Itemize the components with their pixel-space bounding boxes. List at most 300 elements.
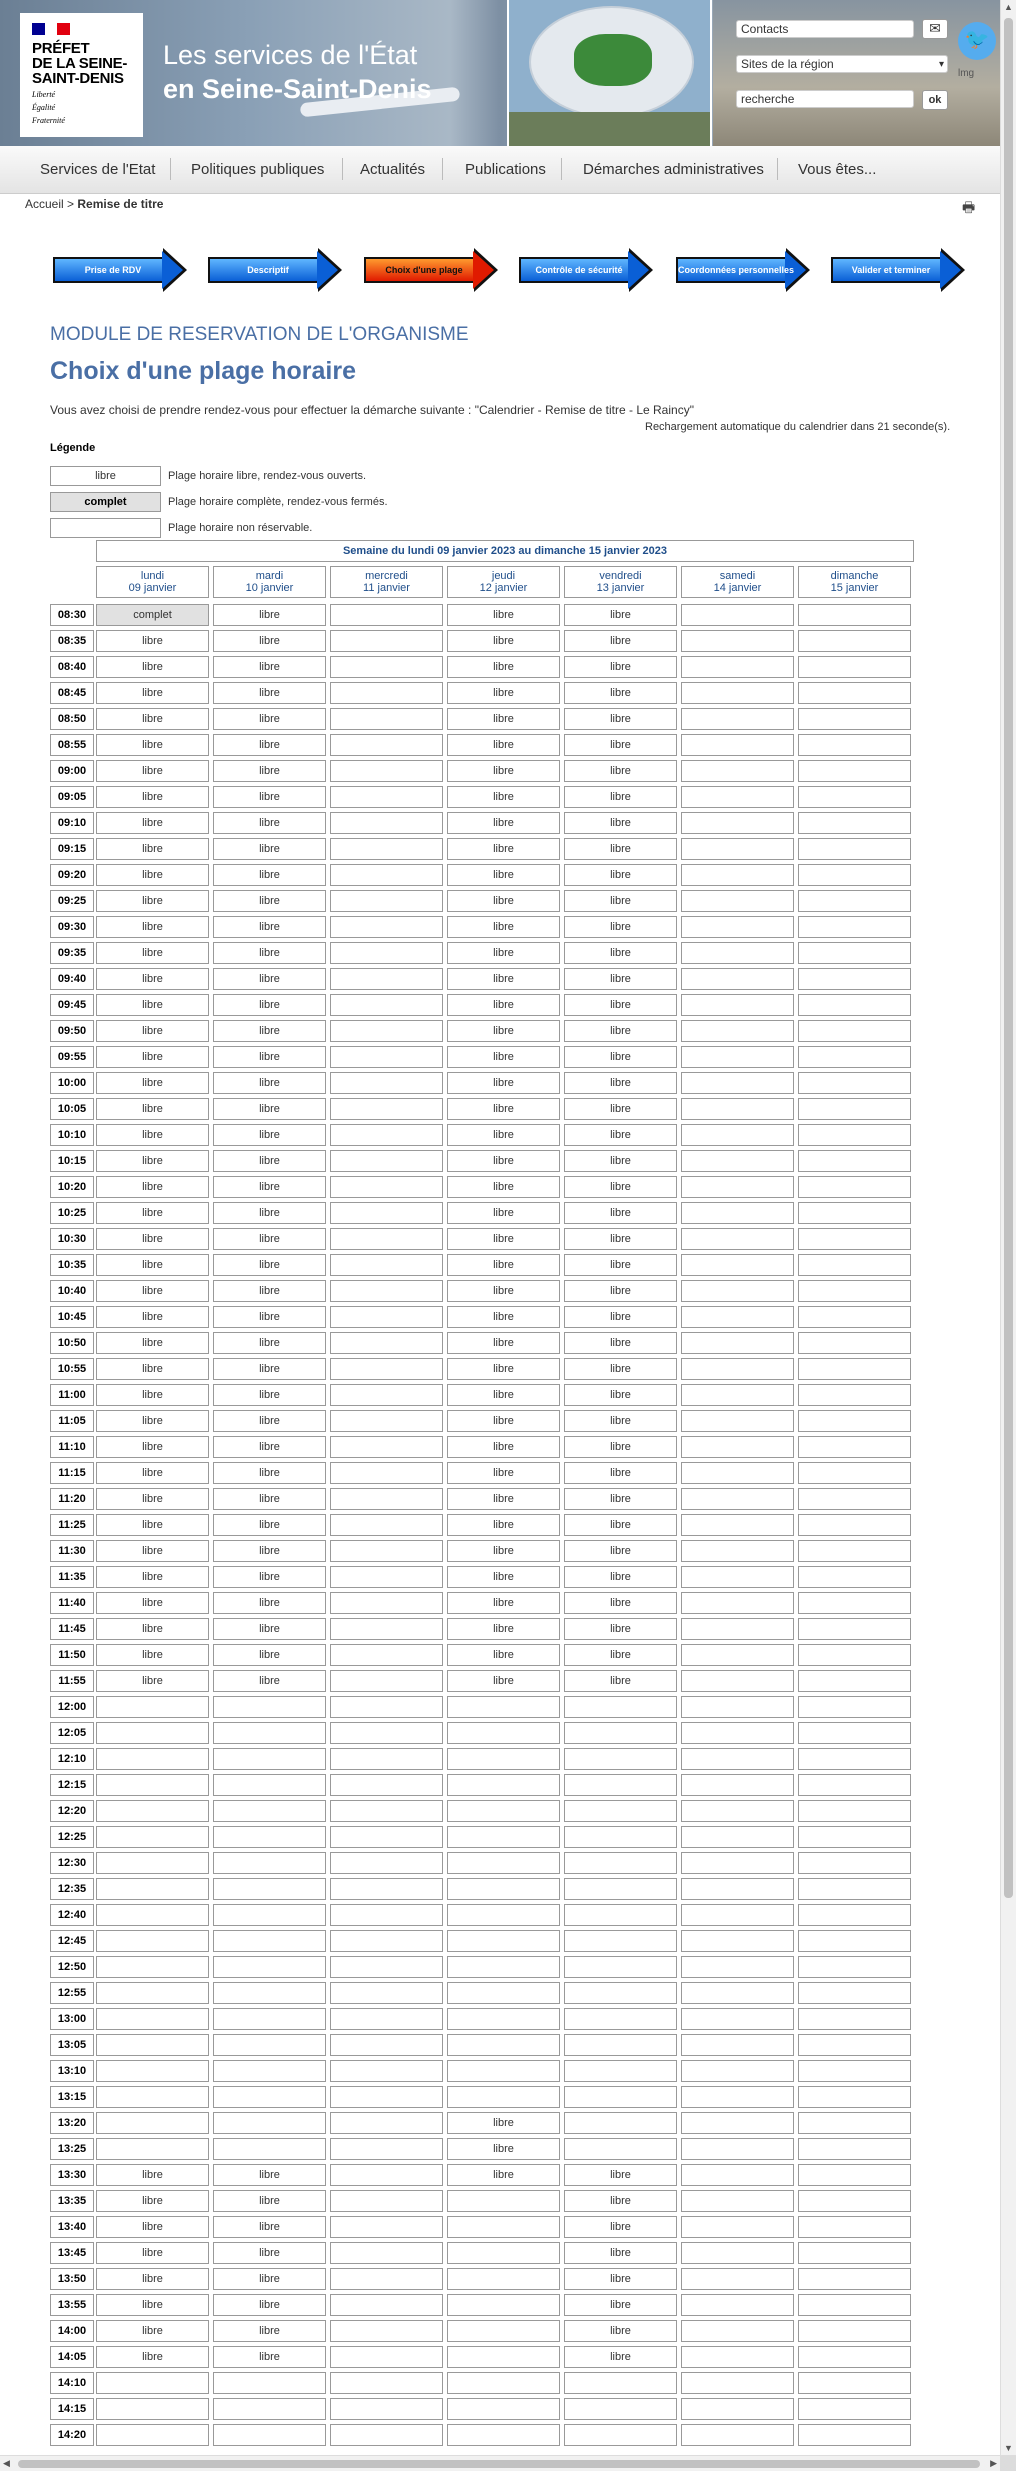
slot-libre[interactable]: libre bbox=[213, 708, 326, 730]
slot-libre[interactable]: libre bbox=[213, 1566, 326, 1588]
search-ok-button[interactable]: ok bbox=[922, 90, 948, 110]
slot-libre[interactable]: libre bbox=[447, 812, 560, 834]
slot-non-reservable bbox=[681, 1514, 794, 1536]
slot-libre[interactable]: libre bbox=[447, 1124, 560, 1146]
slot-libre[interactable]: libre bbox=[564, 604, 677, 626]
slot-libre[interactable]: libre bbox=[96, 1124, 209, 1146]
search-input[interactable]: recherche bbox=[736, 90, 914, 108]
slot-libre[interactable]: libre bbox=[447, 1514, 560, 1536]
slot-non-reservable bbox=[798, 2190, 911, 2212]
slot-libre[interactable]: libre bbox=[96, 1644, 209, 1666]
week-header[interactable]: Semaine du lundi 09 janvier 2023 au dimanche 15 janvier 2023 bbox=[96, 540, 914, 562]
slot-libre[interactable]: libre bbox=[213, 1332, 326, 1354]
slot-libre[interactable]: libre bbox=[447, 1280, 560, 1302]
slot-libre[interactable]: libre bbox=[96, 1618, 209, 1640]
slot-libre[interactable]: libre bbox=[213, 968, 326, 990]
slot-non-reservable bbox=[681, 1098, 794, 1120]
slot-libre[interactable]: libre bbox=[213, 2294, 326, 2316]
mail-icon[interactable]: ✉ bbox=[922, 19, 948, 39]
slot-libre[interactable]: libre bbox=[213, 1644, 326, 1666]
slot-libre[interactable]: libre bbox=[447, 604, 560, 626]
slot-libre[interactable]: libre bbox=[447, 1098, 560, 1120]
slot-libre[interactable]: libre bbox=[213, 2216, 326, 2238]
day-name: dimanche bbox=[830, 570, 879, 582]
slot-libre[interactable]: libre bbox=[213, 1072, 326, 1094]
slot-libre[interactable]: libre bbox=[564, 1202, 677, 1224]
time-label: 10:40 bbox=[50, 1280, 94, 1302]
slot-libre[interactable]: libre bbox=[96, 734, 209, 756]
time-label: 09:20 bbox=[50, 864, 94, 886]
scroll-right-icon[interactable]: ▶ bbox=[990, 2458, 997, 2468]
slot-libre[interactable]: libre bbox=[213, 1488, 326, 1510]
slot-libre[interactable]: libre bbox=[564, 1670, 677, 1692]
slot-libre[interactable]: libre bbox=[447, 1592, 560, 1614]
slot-non-reservable bbox=[213, 2424, 326, 2446]
slot-non-reservable bbox=[96, 2086, 209, 2108]
slot-libre[interactable]: libre bbox=[213, 760, 326, 782]
slot-libre[interactable]: libre bbox=[213, 1150, 326, 1172]
slot-libre[interactable]: libre bbox=[96, 1514, 209, 1536]
slot-libre[interactable]: libre bbox=[564, 682, 677, 704]
slot-libre[interactable]: libre bbox=[96, 1436, 209, 1458]
time-label: 14:05 bbox=[50, 2346, 94, 2368]
slot-libre[interactable]: libre bbox=[213, 1540, 326, 1562]
slot-libre[interactable]: libre bbox=[96, 1098, 209, 1120]
slot-libre[interactable]: libre bbox=[564, 1332, 677, 1354]
nav-item-politiques[interactable]: Politiques publiques bbox=[191, 161, 325, 178]
slot-non-reservable bbox=[681, 1930, 794, 1952]
slot-non-reservable bbox=[564, 1722, 677, 1744]
table-row bbox=[50, 888, 914, 914]
scrollbar-thumb[interactable] bbox=[1004, 18, 1013, 1898]
slot-libre[interactable]: libre bbox=[96, 1332, 209, 1354]
slot-libre[interactable]: libre bbox=[213, 1462, 326, 1484]
slot-non-reservable bbox=[564, 1852, 677, 1874]
slot-libre[interactable]: libre bbox=[564, 812, 677, 834]
slot-libre[interactable]: libre bbox=[447, 1488, 560, 1510]
slot-libre[interactable]: libre bbox=[213, 2320, 326, 2342]
contacts-field[interactable]: Contacts bbox=[736, 20, 914, 38]
slot-non-reservable bbox=[447, 1982, 560, 2004]
slot-libre[interactable]: libre bbox=[447, 1228, 560, 1250]
slot-libre[interactable]: libre bbox=[96, 1280, 209, 1302]
slot-libre[interactable]: libre bbox=[96, 2164, 209, 2186]
slot-libre[interactable]: libre bbox=[96, 2216, 209, 2238]
slot-non-reservable bbox=[330, 1566, 443, 1588]
slot-libre[interactable]: libre bbox=[564, 2216, 677, 2238]
slot-libre[interactable]: libre bbox=[96, 2320, 209, 2342]
slot-libre[interactable]: libre bbox=[564, 916, 677, 938]
slot-libre[interactable]: libre bbox=[213, 812, 326, 834]
slot-libre[interactable]: libre bbox=[96, 812, 209, 834]
slot-libre[interactable]: libre bbox=[213, 1358, 326, 1380]
slot-libre[interactable]: libre bbox=[447, 1202, 560, 1224]
scroll-up-icon[interactable]: ▲ bbox=[1004, 2, 1013, 12]
logo-line-2: DE LA SEINE- bbox=[32, 55, 128, 72]
slot-non-reservable bbox=[798, 656, 911, 678]
slot-libre[interactable]: libre bbox=[96, 1202, 209, 1224]
slot-libre[interactable]: libre bbox=[213, 604, 326, 626]
slot-libre[interactable]: libre bbox=[447, 682, 560, 704]
slot-libre[interactable]: libre bbox=[447, 942, 560, 964]
time-label: 09:40 bbox=[50, 968, 94, 990]
slot-libre[interactable]: libre bbox=[564, 890, 677, 912]
slot-libre[interactable]: libre bbox=[213, 656, 326, 678]
slot-libre[interactable]: libre bbox=[213, 1618, 326, 1640]
slot-libre[interactable]: libre bbox=[447, 2112, 560, 2134]
slot-libre[interactable]: libre bbox=[213, 1202, 326, 1224]
slot-non-reservable bbox=[213, 2372, 326, 2394]
slot-libre[interactable]: libre bbox=[96, 942, 209, 964]
slot-libre[interactable]: libre bbox=[564, 1280, 677, 1302]
scrollbar-thumb[interactable] bbox=[18, 2460, 980, 2468]
slot-libre[interactable]: libre bbox=[447, 1436, 560, 1458]
slot-libre[interactable]: libre bbox=[564, 1436, 677, 1458]
slot-libre[interactable]: libre bbox=[564, 2190, 677, 2212]
scroll-left-icon[interactable]: ◀ bbox=[3, 2458, 10, 2468]
slot-non-reservable bbox=[330, 1774, 443, 1796]
slot-non-reservable bbox=[564, 2086, 677, 2108]
slot-libre[interactable]: libre bbox=[564, 1462, 677, 1484]
slot-libre[interactable]: libre bbox=[564, 864, 677, 886]
slot-libre[interactable]: libre bbox=[213, 1384, 326, 1406]
slot-non-reservable bbox=[96, 1956, 209, 1978]
slot-libre[interactable]: libre bbox=[564, 2294, 677, 2316]
slot-libre[interactable]: libre bbox=[213, 1436, 326, 1458]
slot-libre[interactable]: libre bbox=[96, 1254, 209, 1276]
slot-libre[interactable]: libre bbox=[96, 1176, 209, 1198]
slot-libre[interactable]: libre bbox=[564, 1514, 677, 1536]
slot-libre[interactable]: libre bbox=[96, 2268, 209, 2290]
slot-non-reservable bbox=[681, 2008, 794, 2030]
slot-libre[interactable]: libre bbox=[96, 968, 209, 990]
day-header-mardi bbox=[213, 566, 326, 598]
slot-libre[interactable]: libre bbox=[213, 1124, 326, 1146]
slot-libre[interactable]: libre bbox=[447, 1566, 560, 1588]
table-row bbox=[50, 2318, 914, 2344]
slot-libre[interactable]: libre bbox=[447, 1384, 560, 1406]
slot-libre[interactable]: libre bbox=[96, 630, 209, 652]
slot-libre[interactable]: libre bbox=[96, 1306, 209, 1328]
slot-libre[interactable]: libre bbox=[96, 1488, 209, 1510]
slot-libre[interactable]: libre bbox=[564, 2242, 677, 2264]
table-row bbox=[50, 1382, 914, 1408]
slot-libre[interactable]: libre bbox=[447, 1618, 560, 1640]
slot-libre[interactable]: libre bbox=[96, 1540, 209, 1562]
slot-non-reservable bbox=[213, 1930, 326, 1952]
slot-libre[interactable]: libre bbox=[564, 734, 677, 756]
slot-libre[interactable]: libre bbox=[447, 2164, 560, 2186]
module-title: MODULE DE RESERVATION DE L'ORGANISME bbox=[50, 324, 469, 345]
slot-libre[interactable]: libre bbox=[564, 2268, 677, 2290]
slot-non-reservable bbox=[330, 994, 443, 1016]
slot-libre[interactable]: libre bbox=[564, 2346, 677, 2368]
slot-libre[interactable]: libre bbox=[213, 1046, 326, 1068]
slot-libre[interactable]: libre bbox=[447, 708, 560, 730]
slot-non-reservable bbox=[330, 1358, 443, 1380]
slot-libre[interactable]: libre bbox=[447, 1332, 560, 1354]
nav-item-actualites[interactable]: Actualités bbox=[360, 161, 426, 178]
slot-libre[interactable]: libre bbox=[447, 2138, 560, 2160]
slot-non-reservable bbox=[330, 1332, 443, 1354]
slot-non-reservable bbox=[330, 1202, 443, 1224]
prefecture-logo[interactable] bbox=[20, 13, 143, 137]
slot-non-reservable bbox=[798, 2294, 911, 2316]
time-label: 10:35 bbox=[50, 1254, 94, 1276]
slot-non-reservable bbox=[330, 942, 443, 964]
slot-libre[interactable]: libre bbox=[564, 1644, 677, 1666]
slot-libre[interactable]: libre bbox=[564, 630, 677, 652]
slot-libre[interactable]: libre bbox=[213, 1410, 326, 1432]
slot-libre[interactable]: libre bbox=[564, 1410, 677, 1432]
slot-non-reservable bbox=[330, 2372, 443, 2394]
slot-libre[interactable]: libre bbox=[213, 1280, 326, 1302]
slot-libre[interactable]: libre bbox=[213, 2164, 326, 2186]
slot-libre[interactable]: libre bbox=[213, 2268, 326, 2290]
step-5[interactable] bbox=[676, 248, 810, 290]
slot-non-reservable bbox=[213, 2112, 326, 2134]
slot-libre[interactable]: libre bbox=[213, 1592, 326, 1614]
slot-libre[interactable]: libre bbox=[96, 1670, 209, 1692]
step-2[interactable] bbox=[208, 248, 342, 290]
slot-libre[interactable]: libre bbox=[213, 682, 326, 704]
time-label: 08:35 bbox=[50, 630, 94, 652]
slot-libre[interactable]: libre bbox=[96, 1072, 209, 1094]
print-icon[interactable]: 🖶 bbox=[962, 199, 976, 215]
slot-libre[interactable]: libre bbox=[447, 1644, 560, 1666]
slot-libre[interactable]: libre bbox=[447, 656, 560, 678]
step-3[interactable] bbox=[364, 248, 498, 290]
slot-libre[interactable]: libre bbox=[447, 1462, 560, 1484]
slot-libre[interactable]: libre bbox=[213, 864, 326, 886]
slot-libre[interactable]: libre bbox=[447, 1254, 560, 1276]
slot-libre[interactable]: libre bbox=[213, 2346, 326, 2368]
slot-libre[interactable]: libre bbox=[564, 1540, 677, 1562]
slot-libre[interactable]: libre bbox=[564, 1124, 677, 1146]
time-label: 11:40 bbox=[50, 1592, 94, 1614]
slot-non-reservable bbox=[798, 708, 911, 730]
slot-non-reservable bbox=[798, 1254, 911, 1276]
slot-libre[interactable]: libre bbox=[564, 994, 677, 1016]
slot-libre[interactable]: libre bbox=[564, 1592, 677, 1614]
twitter-icon[interactable]: 🐦 bbox=[958, 22, 996, 60]
slot-non-reservable bbox=[798, 760, 911, 782]
time-label: 08:50 bbox=[50, 708, 94, 730]
day-name: vendredi bbox=[599, 570, 642, 582]
slot-libre[interactable]: libre bbox=[564, 1488, 677, 1510]
slot-non-reservable bbox=[798, 1982, 911, 2004]
slot-libre[interactable]: libre bbox=[96, 1566, 209, 1588]
slot-libre[interactable]: libre bbox=[213, 1670, 326, 1692]
slot-libre[interactable]: libre bbox=[213, 994, 326, 1016]
table-row bbox=[50, 1460, 914, 1486]
slot-non-reservable bbox=[330, 1436, 443, 1458]
slot-libre[interactable]: libre bbox=[564, 1358, 677, 1380]
slot-libre[interactable]: libre bbox=[447, 916, 560, 938]
step-4[interactable] bbox=[519, 248, 653, 290]
slot-libre[interactable]: libre bbox=[96, 2242, 209, 2264]
slot-libre[interactable]: libre bbox=[213, 786, 326, 808]
horizontal-scrollbar[interactable] bbox=[0, 2455, 1000, 2471]
slot-libre[interactable]: libre bbox=[447, 734, 560, 756]
slot-libre[interactable]: libre bbox=[564, 1384, 677, 1406]
slot-libre[interactable]: libre bbox=[447, 890, 560, 912]
slot-libre[interactable]: libre bbox=[564, 1072, 677, 1094]
slot-libre[interactable]: libre bbox=[213, 1176, 326, 1198]
slot-non-reservable bbox=[681, 1176, 794, 1198]
nav-item-publications[interactable]: Publications bbox=[465, 161, 546, 178]
slot-libre[interactable]: libre bbox=[96, 1462, 209, 1484]
slot-libre[interactable]: libre bbox=[213, 2242, 326, 2264]
slot-libre[interactable]: libre bbox=[96, 1384, 209, 1406]
slot-non-reservable bbox=[330, 1228, 443, 1250]
table-row bbox=[50, 1122, 914, 1148]
slot-non-reservable bbox=[798, 2060, 911, 2082]
slot-non-reservable bbox=[798, 1202, 911, 1224]
slot-libre[interactable]: libre bbox=[96, 656, 209, 678]
slot-libre[interactable]: libre bbox=[96, 994, 209, 1016]
slot-non-reservable bbox=[447, 1956, 560, 1978]
sites-region-select[interactable] bbox=[736, 55, 948, 73]
slot-libre[interactable]: libre bbox=[213, 1514, 326, 1536]
time-label: 09:55 bbox=[50, 1046, 94, 1068]
slot-non-reservable bbox=[681, 2190, 794, 2212]
slot-libre[interactable]: libre bbox=[96, 838, 209, 860]
slot-libre[interactable]: libre bbox=[213, 1306, 326, 1328]
nav-item-vous-etes[interactable]: Vous êtes... bbox=[798, 161, 877, 178]
slot-libre[interactable]: libre bbox=[96, 864, 209, 886]
slot-libre[interactable]: libre bbox=[213, 1098, 326, 1120]
slot-libre[interactable]: libre bbox=[564, 968, 677, 990]
slot-libre[interactable]: libre bbox=[447, 1020, 560, 1042]
site-title-line-1[interactable]: Les services de l'État bbox=[163, 40, 418, 70]
slot-libre[interactable]: libre bbox=[564, 2164, 677, 2186]
slot-non-reservable bbox=[447, 2346, 560, 2368]
slot-libre[interactable]: libre bbox=[96, 1228, 209, 1250]
scroll-down-icon[interactable]: ▼ bbox=[1004, 2443, 1013, 2453]
breadcrumb-home[interactable]: Accueil bbox=[25, 197, 64, 211]
slot-libre[interactable]: libre bbox=[564, 1020, 677, 1042]
slot-libre[interactable]: libre bbox=[564, 1150, 677, 1172]
slot-libre[interactable]: libre bbox=[213, 942, 326, 964]
slot-non-reservable bbox=[330, 1592, 443, 1614]
table-row bbox=[50, 1356, 914, 1382]
slot-non-reservable bbox=[330, 1800, 443, 1822]
slot-libre[interactable]: libre bbox=[96, 708, 209, 730]
slot-libre[interactable]: libre bbox=[213, 838, 326, 860]
time-label: 11:35 bbox=[50, 1566, 94, 1588]
slot-non-reservable bbox=[330, 1046, 443, 1068]
slot-libre[interactable]: libre bbox=[564, 1098, 677, 1120]
legend-text-libre: Plage horaire libre, rendez-vous ouverts. bbox=[168, 470, 367, 482]
slot-libre[interactable]: libre bbox=[96, 1046, 209, 1068]
slot-libre[interactable]: libre bbox=[564, 2320, 677, 2342]
nav-item-services[interactable]: Services de l'Etat bbox=[40, 161, 156, 178]
day-name: jeudi bbox=[491, 570, 516, 582]
slot-libre[interactable]: libre bbox=[447, 1410, 560, 1432]
slot-libre[interactable]: libre bbox=[447, 760, 560, 782]
slot-libre[interactable]: libre bbox=[96, 1020, 209, 1042]
time-label: 12:40 bbox=[50, 1904, 94, 1926]
slot-libre[interactable]: libre bbox=[447, 968, 560, 990]
slot-libre[interactable]: libre bbox=[564, 1306, 677, 1328]
slot-libre[interactable]: libre bbox=[96, 1358, 209, 1380]
vertical-scrollbar[interactable] bbox=[1000, 0, 1016, 2455]
slot-libre[interactable]: libre bbox=[564, 1254, 677, 1276]
slot-libre[interactable]: libre bbox=[447, 786, 560, 808]
slot-libre[interactable]: libre bbox=[447, 1046, 560, 1068]
slot-libre[interactable]: libre bbox=[447, 1358, 560, 1380]
slot-libre[interactable]: libre bbox=[213, 916, 326, 938]
slot-libre[interactable]: libre bbox=[564, 656, 677, 678]
table-row bbox=[50, 914, 914, 940]
slot-libre[interactable]: libre bbox=[96, 1592, 209, 1614]
slot-libre[interactable]: libre bbox=[213, 1228, 326, 1250]
slot-libre[interactable]: libre bbox=[447, 1540, 560, 1562]
site-title-line-2[interactable]: en Seine-Saint-Denis bbox=[163, 74, 432, 104]
slot-libre[interactable]: libre bbox=[447, 630, 560, 652]
slot-libre[interactable]: libre bbox=[96, 1150, 209, 1172]
slot-libre[interactable]: libre bbox=[447, 1150, 560, 1172]
slot-libre[interactable]: libre bbox=[96, 2346, 209, 2368]
slot-libre[interactable]: libre bbox=[96, 2190, 209, 2212]
slot-libre[interactable]: libre bbox=[213, 890, 326, 912]
slot-non-reservable bbox=[798, 1930, 911, 1952]
nav-item-demarches[interactable]: Démarches administratives bbox=[583, 161, 764, 178]
slot-libre[interactable]: libre bbox=[447, 1072, 560, 1094]
slot-libre[interactable]: libre bbox=[96, 786, 209, 808]
slot-libre[interactable]: libre bbox=[447, 1670, 560, 1692]
slot-libre[interactable]: libre bbox=[96, 2294, 209, 2316]
slot-libre[interactable]: libre bbox=[564, 838, 677, 860]
slot-libre[interactable]: libre bbox=[96, 1410, 209, 1432]
slot-libre[interactable]: libre bbox=[564, 1228, 677, 1250]
step-1[interactable] bbox=[53, 248, 187, 290]
slot-libre[interactable]: libre bbox=[213, 630, 326, 652]
slot-libre[interactable]: libre bbox=[564, 1046, 677, 1068]
table-row bbox=[50, 1954, 914, 1980]
slot-libre[interactable]: libre bbox=[213, 1254, 326, 1276]
legend-text-non-reservable: Plage horaire non réservable. bbox=[168, 522, 313, 534]
slot-libre[interactable]: libre bbox=[564, 1566, 677, 1588]
slot-libre[interactable]: libre bbox=[96, 916, 209, 938]
slot-libre[interactable]: libre bbox=[564, 760, 677, 782]
table-row bbox=[50, 1850, 914, 1876]
slot-libre[interactable]: libre bbox=[96, 682, 209, 704]
slot-libre[interactable]: libre bbox=[564, 786, 677, 808]
slot-libre[interactable]: libre bbox=[564, 1618, 677, 1640]
slot-libre[interactable]: libre bbox=[96, 760, 209, 782]
slot-libre[interactable]: libre bbox=[447, 838, 560, 860]
day-date: 12 janvier bbox=[479, 582, 528, 594]
slot-libre[interactable]: libre bbox=[213, 734, 326, 756]
slot-libre[interactable]: libre bbox=[564, 1176, 677, 1198]
step-6[interactable] bbox=[831, 248, 965, 290]
slot-non-reservable bbox=[330, 838, 443, 860]
table-row bbox=[50, 2240, 914, 2266]
slot-libre[interactable]: libre bbox=[96, 890, 209, 912]
slot-libre[interactable]: libre bbox=[447, 1306, 560, 1328]
slot-libre[interactable]: libre bbox=[447, 1176, 560, 1198]
slot-libre[interactable]: libre bbox=[564, 942, 677, 964]
slot-libre[interactable]: libre bbox=[447, 994, 560, 1016]
slot-libre[interactable]: libre bbox=[213, 2190, 326, 2212]
time-label: 09:05 bbox=[50, 786, 94, 808]
table-row bbox=[50, 1668, 914, 1694]
slot-libre[interactable]: libre bbox=[213, 1020, 326, 1042]
slot-libre[interactable]: libre bbox=[564, 708, 677, 730]
slot-libre[interactable]: libre bbox=[447, 864, 560, 886]
